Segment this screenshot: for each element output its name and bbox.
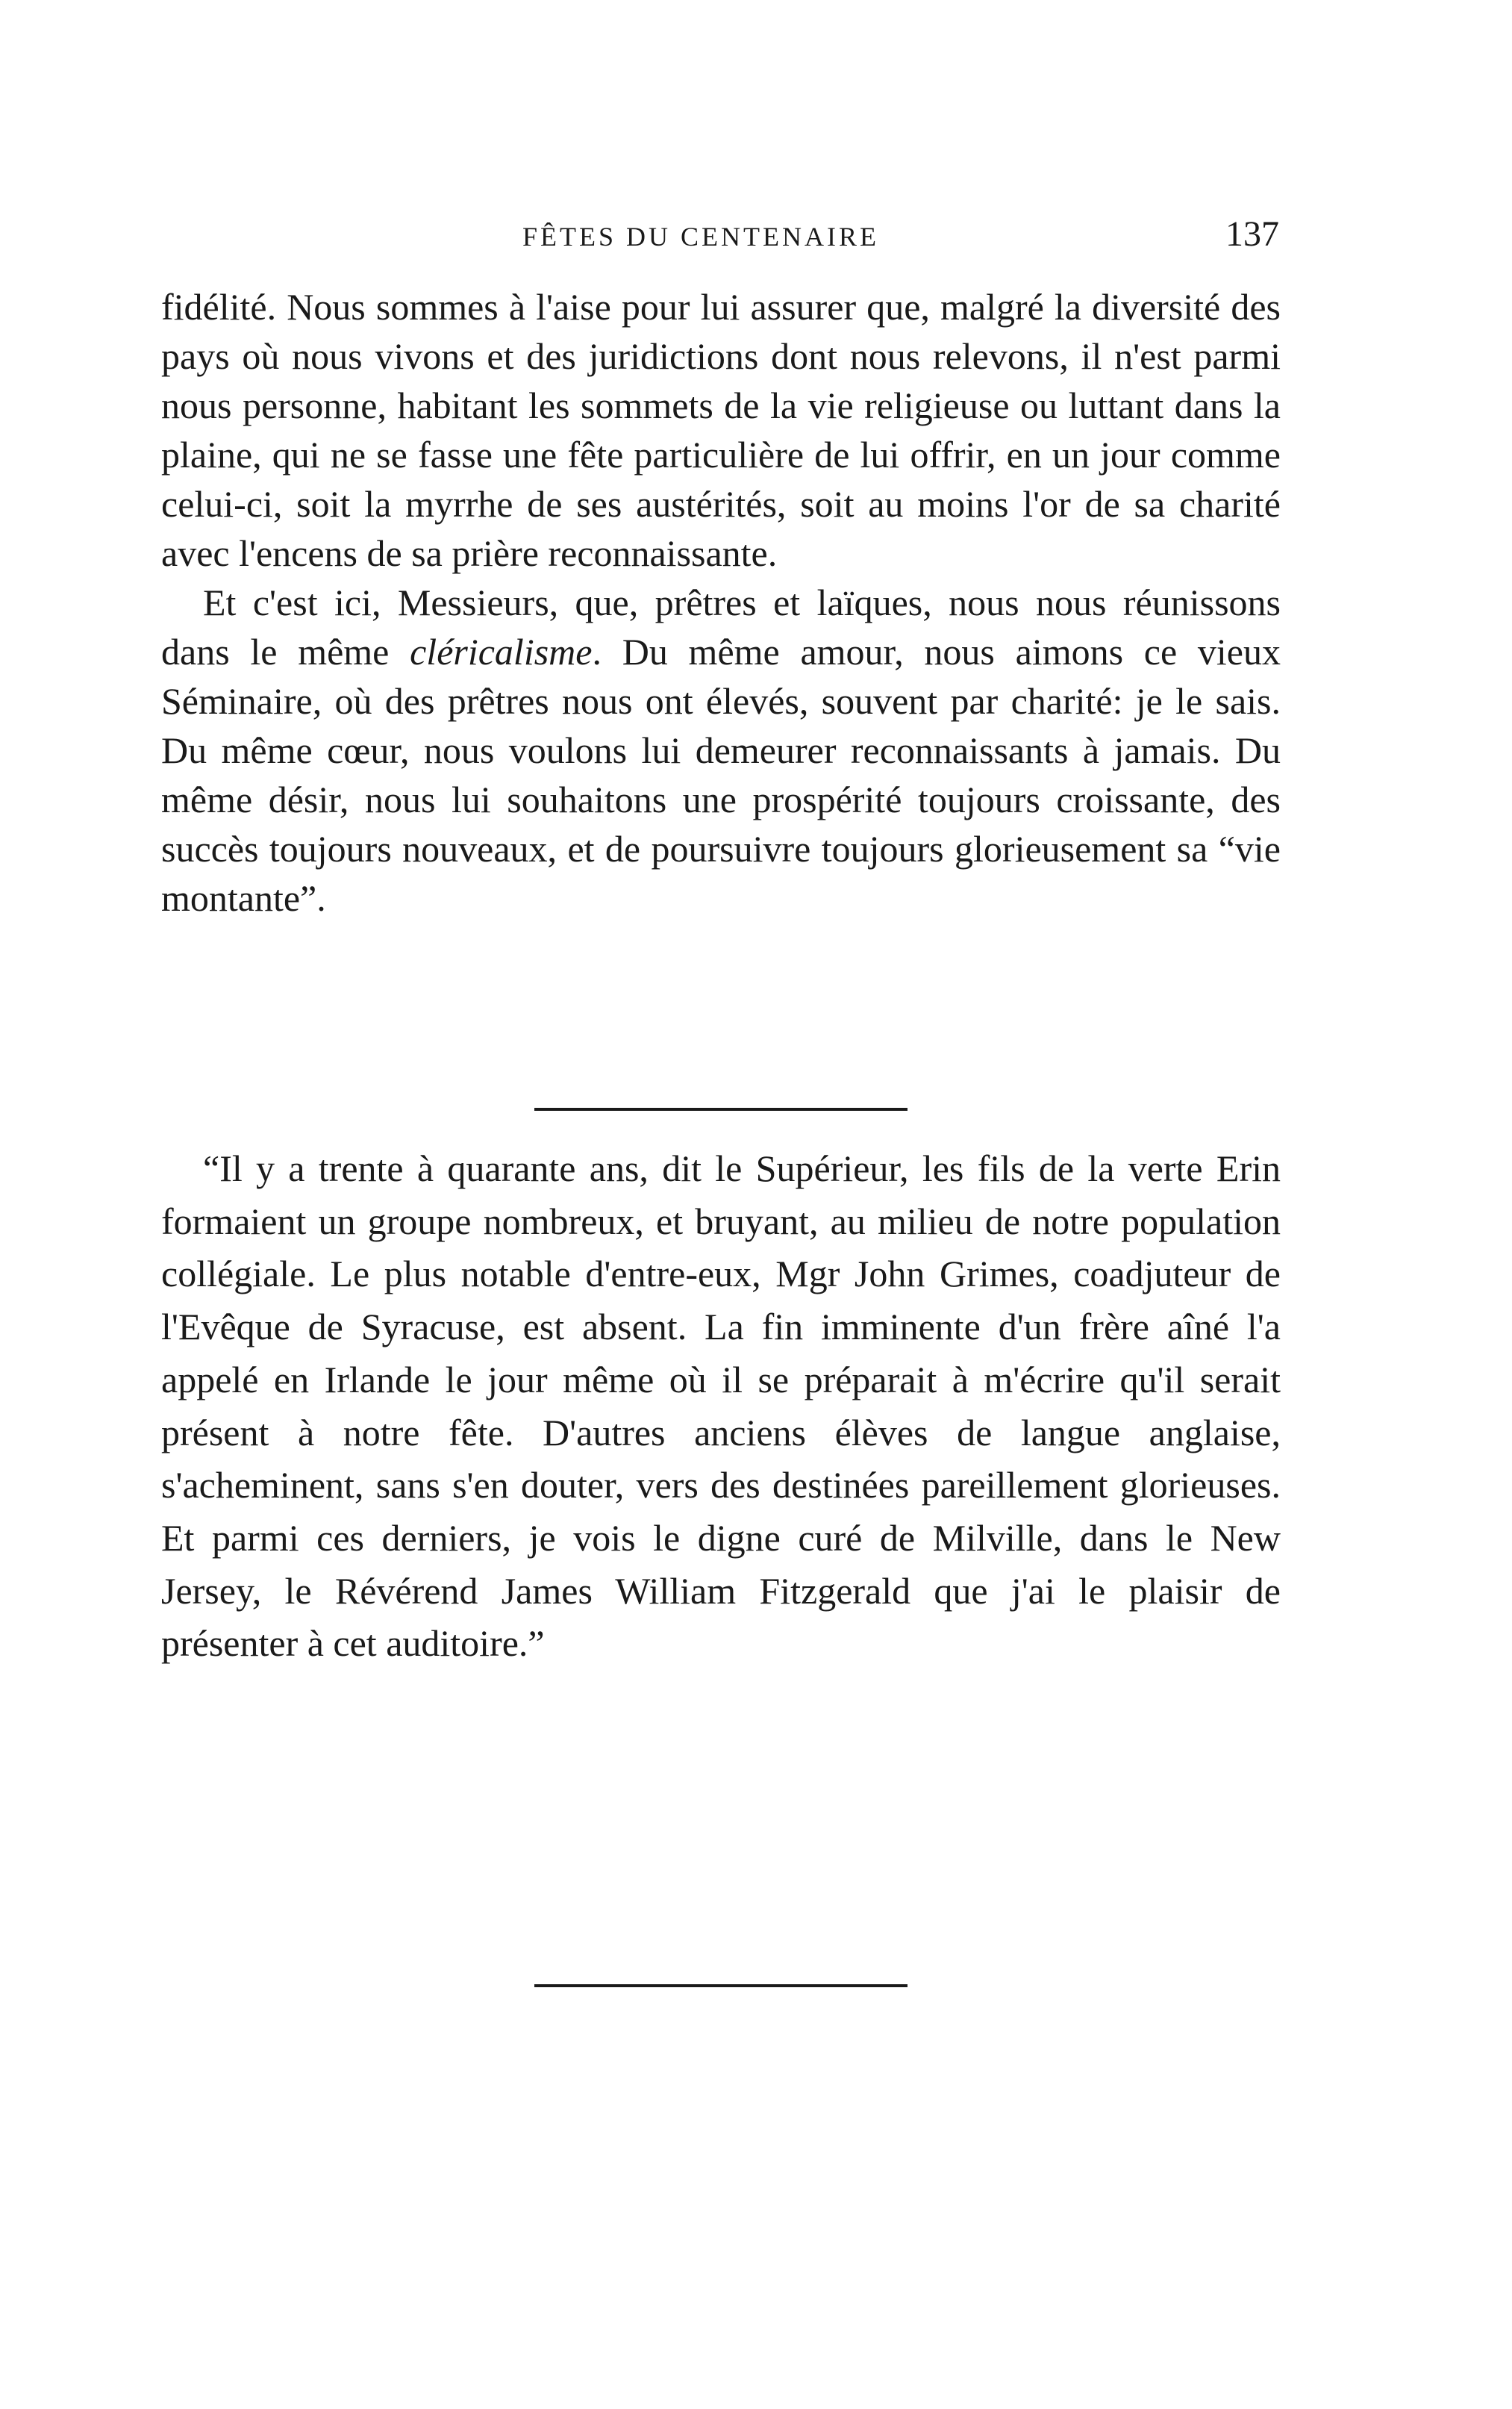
text-block-speech [161, 282, 1281, 923]
section-divider [534, 1984, 907, 1987]
paragraph-continuation: fidélité. Nous sommes à l'aise pour lui assurer que, malgré la diversité des pays où nous vivons et des juridictions dont nous relevons, il n'est parmi nous personne, habitant les sommets de la vie religieuse ou luttant dans la plaine, qui ne se fasse une fête particulière de lui offrir, en un jour comme celui-ci, soit la myrrhe de ses austérités, soit au moins l'or de sa charité avec l'encens de sa prière reconnaissante. [161, 286, 1281, 574]
running-head: FÊTES DU CENTENAIRE [522, 222, 879, 252]
page-number: 137 [1225, 214, 1279, 254]
paragraph-clericalism [161, 578, 1281, 923]
paragraph-text-start: Et c'est ici, Messieurs, que, prêtres et laïques, nous nous réunissons dans le même [161, 582, 1281, 673]
text-block-superior-quote [161, 1142, 1281, 1670]
section-divider [534, 1108, 907, 1111]
paragraph-superior-quote: “Il y a trente à quarante ans, dit le Supérieur, les fils de la verte Erin formaient un groupe nombreux, et bruyant, au milieu de notre population collégiale. Le plus notable d'entre-eux, Mgr John Grimes, coadjuteur de l'Evêque de Syracuse, est absent. La fin imminente d'un frère aîné l'a appelé en Irlande le jour même où il se préparait à m'écrire qu'il serait présent à notre fête. D'autres anciens élèves de langue anglaise, s'acheminent, sans s'en douter, vers des destinées pareillement glorieuses. Et parmi ces derniers, je vois le digne curé de Milville, dans le New Jersey, le Révérend James William Fitzgerald que j'ai le plaisir de présenter à cet auditoire.” [161, 1147, 1281, 1665]
italic-term: cléricalisme [410, 631, 593, 673]
paragraph-text-end: . Du même amour, nous aimons ce vieux Séminaire, où des prêtres nous ont élevés, souvent par charité: je le sais. Du même cœur, nous voulons lui demeurer reconnaissants à jamais. Du même désir, nous lui souhaitons une prospérité toujours croissante, des succès toujours nouveaux, et de poursuivre toujours glorieusement sa “vie montante”. [161, 631, 1281, 919]
